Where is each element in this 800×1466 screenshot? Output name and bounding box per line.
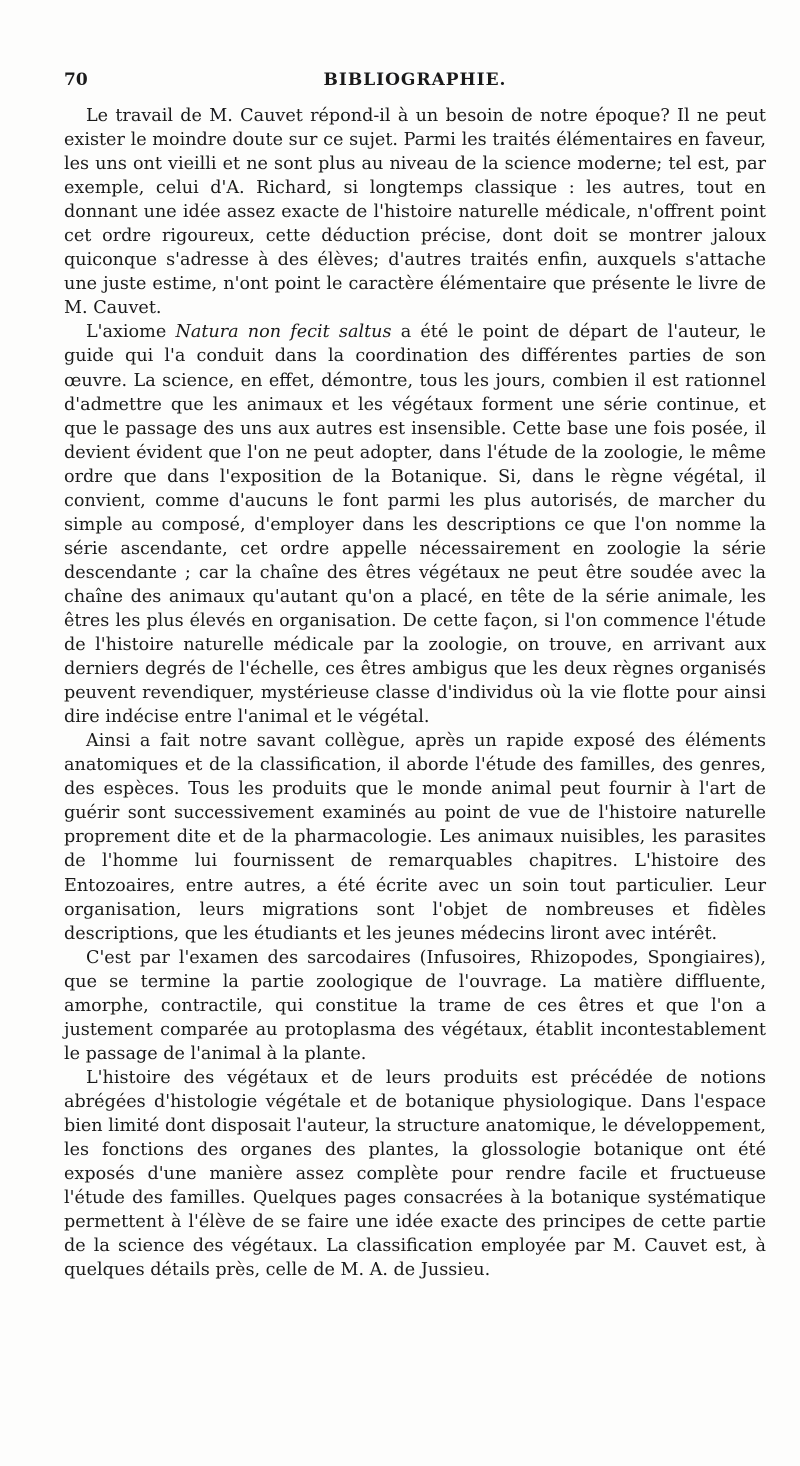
paragraph-1: Le travail de M. Cauvet répond-il à un besoin de notre époque? Il ne peut exister le moindre doute sur ce sujet. Parmi les traités élémentaires en faveur, les uns ont vieilli et ne sont plus au niveau de la science moderne; tel est, par exemple, celui d'A. Richard, si longtemps classique : les autres, tout en donnant une idée assez exacte de l'histoire naturelle médicale, n'offrent point cet ordre rigoureux, cette déduction précise, dont doit se montrer jaloux quiconque s'adresse à des élèves; d'autres traités enfin, auxquels s'attache une juste estime, n'ont point le caractère élémentaire que présente le livre de M. Cauvet.	[64, 106, 766, 319]
page-header	[64, 70, 766, 96]
paragraph-3: Ainsi a fait notre savant collègue, après un rapide exposé des éléments anatomiques et de la classification, il aborde l'étude des familles, des genres, des espèces. Tous les produits que le monde animal peut fournir à l'art de guérir sont successivement examinés au point de vue de l'histoire naturelle proprement dite et de la pharmacologie. Les animaux nuisibles, les parasites de l'homme lui fournissent de remarquables chapitres. L'histoire des Entozoaires, entre autres, a été écrite avec un soin tout particulier. Leur organisation, leurs migrations sont l'objet de nombreuses et fidèles descriptions, que les étudiants et les jeunes médecins liront avec intérêt.	[64, 731, 766, 944]
body-text	[64, 104, 766, 1282]
paragraph-4: C'est par l'examen des sarcodaires (Infusoires, Rhizopodes, Spongiaires), que se termine la partie zoologique de l'ouvrage. La matière diffluente, amorphe, contractile, qui constitue la trame de ces êtres et que l'on a justement comparée au protoplasma des végétaux, établit incontestablement le passage de l'animal à la plante.	[64, 947, 766, 1064]
paragraph-2	[64, 320, 766, 729]
running-title: BIBLIOGRAPHIE.	[323, 70, 507, 90]
latin-axiom: Natura non fecit saltus	[175, 322, 392, 343]
page-number: 70	[64, 70, 88, 90]
paragraph-5: L'histoire des végétaux et de leurs produits est précédée de notions abrégées d'histologie végétale et de botanique physiologique. Dans l'espace bien limité dont disposait l'auteur, la structure anatomique, le développement, les fonctions des organes des plantes, la glossologie botanique ont été exposés d'une manière assez complète pour rendre facile et fructueuse l'étude des familles. Quelques pages consacrées à la botanique systématique permettent à l'élève de se faire une idée exacte des principes de cette partie de la science des végétaux. La classification employée par M. Cauvet est, à quelques détails près, celle de M. A. de Jussieu.	[64, 1067, 766, 1281]
paragraph-2-rest: a été le point de départ de l'auteur, le guide qui l'a conduit dans la coordination des différentes parties de son œuvre. La science, en effet, démontre, tous les jours, combien il est rationnel d'admettre que les animaux et les végétaux forment une série continue, et que le passage des uns aux autres est insensible. Cette base une fois posée, il devient évident que l'on ne peut adopter, dans l'étude de la zoologie, le même ordre que dans l'exposition de la Botanique. Si, dans le règne végétal, il convient, comme d'aucuns le font parmi les plus autorisés, de marcher du simple au composé, d'employer dans les descriptions ce que l'on nomme la série ascendante, cet ordre appelle nécessairement en zoologie la série descendante ; car la chaîne des êtres végétaux ne peut être soudée avec la chaîne des animaux qu'autant qu'on a placé, en tête de la série animale, les êtres les plus élevés en organisation. De cette façon, si l'on commence l'étude de l'histoire naturelle médicale par la zoologie, on trouve, en arrivant aux derniers degrés de l'échelle, ces êtres ambigus que les deux règnes organisés peuvent revendiquer, mystérieuse classe d'individus où la vie flotte pour ainsi dire indécise entre l'animal et le végétal.	[64, 322, 766, 728]
paragraph-2-lead: L'axiome	[86, 322, 176, 343]
